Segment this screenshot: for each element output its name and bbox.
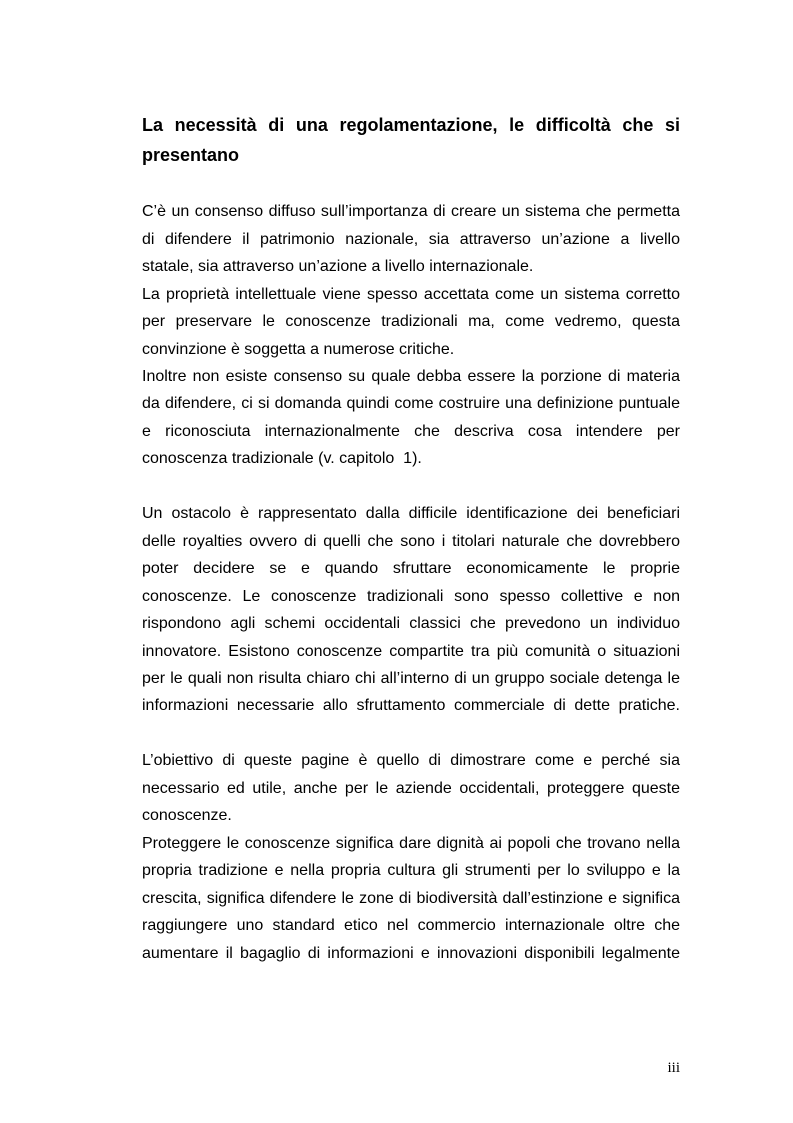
body-line	[142, 500, 680, 527]
body-line-text: conoscenze.	[142, 807, 232, 825]
body-line-text: innovatore. Esistono conoscenze compartite tra più comunità o situazioni	[142, 642, 680, 660]
body-line-text: La proprietà intellettuale viene spesso accettata come un sistema corretto	[142, 285, 680, 303]
body-line	[142, 775, 680, 802]
page-content	[142, 110, 680, 967]
paragraph	[142, 830, 680, 967]
body-line	[142, 692, 680, 719]
body-line	[142, 857, 680, 884]
body-line-text: Proteggere le conoscenze significa dare dignità ai popoli che trovano nella	[142, 834, 680, 852]
heading-line	[142, 110, 680, 140]
body-line-text: conoscenza tradizionale (v. capitolo 1).	[142, 450, 422, 468]
section	[142, 747, 680, 967]
body-line	[142, 281, 680, 308]
body-line-text: delle royalties ovvero di quelli che sono i titolari naturale che dovrebbero	[142, 532, 680, 550]
section-heading	[142, 110, 680, 170]
paragraph	[142, 198, 680, 280]
body-line-text: informazioni necessarie allo sfruttamento commerciale di dette pratiche.	[142, 697, 680, 715]
paragraph	[142, 747, 680, 829]
body-line	[142, 610, 680, 637]
body-line-text: Un ostacolo è rappresentato dalla difficile identificazione dei beneficiari	[142, 505, 680, 523]
body-line	[142, 940, 680, 967]
body-line-text: aumentare il bagaglio di informazioni e innovazioni disponibili legalmente	[142, 944, 680, 962]
body-line	[142, 555, 680, 582]
body-line-text: di difendere il patrimonio nazionale, sia attraverso un’azione a livello	[142, 230, 680, 248]
body-line-text: rispondono agli schemi occidentali classici che prevedono un individuo	[142, 615, 680, 633]
paragraph	[142, 500, 680, 720]
body-line-text: conoscenze. Le conoscenze tradizionali sono spesso collettive e non	[142, 587, 680, 605]
body-line-text: Inoltre non esiste consenso su quale debba essere la porzione di materia	[142, 368, 680, 386]
body-line	[142, 747, 680, 774]
body-line-text: statale, sia attraverso un’azione a livello internazionale.	[142, 258, 534, 276]
body-line	[142, 528, 680, 555]
body-line-text: C’è un consenso diffuso sull’importanza di creare un sistema che permetta	[142, 203, 680, 221]
body-line	[142, 418, 680, 445]
body-line	[142, 802, 680, 829]
body-line-text: raggiungere uno standard etico nel commercio internazionale oltre che	[142, 917, 680, 935]
body-line	[142, 336, 680, 363]
body-line-text: per le quali non risulta chiaro chi all’interno di un gruppo sociale detenga le	[142, 669, 680, 687]
body-line	[142, 445, 680, 472]
body-line	[142, 638, 680, 665]
body-line	[142, 198, 680, 225]
body-line-text: L’obiettivo di queste pagine è quello di dimostrare come e perché sia	[142, 752, 680, 770]
body-line-text: propria tradizione e nella propria cultura gli strumenti per lo sviluppo e la	[142, 862, 680, 880]
heading-line-text: presentano	[142, 145, 240, 165]
body-line-text: da difendere, ci si domanda quindi come costruire una definizione puntuale	[142, 395, 680, 413]
paragraph	[142, 363, 680, 473]
body-line	[142, 226, 680, 253]
body-line	[142, 253, 680, 280]
body-line-text: e riconosciuta internazionalmente che descriva cosa intendere per	[142, 422, 680, 440]
body-line-text: convinzione è soggetta a numerose critiche.	[142, 340, 455, 358]
body-line-text: necessario ed utile, anche per le aziende occidentali, proteggere queste	[142, 779, 680, 797]
heading-line-text: La necessità di una regolamentazione, le difficoltà che si	[142, 115, 680, 135]
body-line-text: poter decidere se e quando sfruttare economicamente le proprie	[142, 560, 680, 578]
body-line-text: per preservare le conoscenze tradizionali ma, come vedremo, questa	[142, 313, 680, 331]
body-line	[142, 912, 680, 939]
paragraph	[142, 281, 680, 363]
body-line	[142, 665, 680, 692]
body-text	[142, 198, 680, 967]
section	[142, 500, 680, 720]
body-line-text: crescita, significa difendere le zone di biodiversità dall’estinzione e significa	[142, 889, 680, 907]
body-line	[142, 363, 680, 390]
body-line	[142, 885, 680, 912]
body-line	[142, 830, 680, 857]
section	[142, 198, 680, 473]
page-number: iii	[667, 1060, 680, 1076]
body-line	[142, 583, 680, 610]
body-line	[142, 308, 680, 335]
body-line	[142, 390, 680, 417]
heading-line	[142, 140, 680, 170]
